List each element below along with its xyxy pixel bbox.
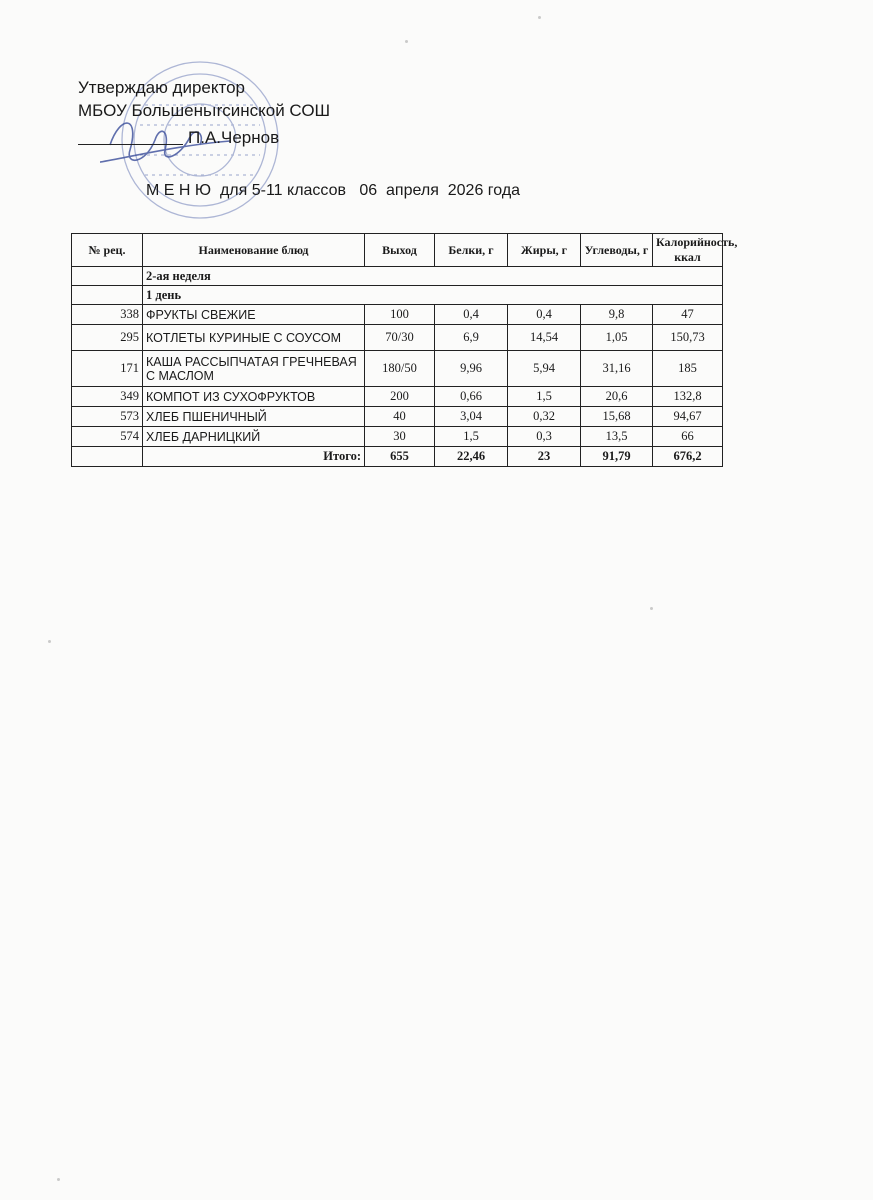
yield-cell: 40 bbox=[365, 407, 435, 427]
approval-line-1: Утверждаю директор bbox=[78, 78, 246, 97]
header-carbs: Углеводы, г bbox=[581, 234, 653, 267]
kcal-cell: 185 bbox=[653, 351, 723, 387]
carbs-cell: 31,16 bbox=[581, 351, 653, 387]
total-carbs: 91,79 bbox=[581, 447, 653, 467]
recipe-cell: 338 bbox=[72, 305, 143, 325]
header-yield: Выход bbox=[365, 234, 435, 267]
scan-speck bbox=[538, 16, 541, 19]
dish-cell: КОТЛЕТЫ КУРИНЫЕ С СОУСОМ bbox=[143, 325, 365, 351]
dish-cell: КАША РАССЫПЧАТАЯ ГРЕЧНЕВАЯ С МАСЛОМ bbox=[143, 351, 365, 387]
protein-cell: 0,4 bbox=[435, 305, 508, 325]
yield-cell: 70/30 bbox=[365, 325, 435, 351]
recipe-cell: 574 bbox=[72, 427, 143, 447]
approval-line-2: МБОУ Большеньırсинской СОШ bbox=[78, 101, 331, 120]
dish-cell: КОМПОТ ИЗ СУХОФРУКТОВ bbox=[143, 387, 365, 407]
header-fat: Жиры, г bbox=[508, 234, 581, 267]
yield-cell: 200 bbox=[365, 387, 435, 407]
carbs-cell: 9,8 bbox=[581, 305, 653, 325]
kcal-cell: 47 bbox=[653, 305, 723, 325]
protein-cell: 6,9 bbox=[435, 325, 508, 351]
protein-cell: 9,96 bbox=[435, 351, 508, 387]
fat-cell: 0,32 bbox=[508, 407, 581, 427]
fat-cell: 5,94 bbox=[508, 351, 581, 387]
director-name: П.А.Чернов bbox=[188, 128, 280, 147]
protein-cell: 1,5 bbox=[435, 427, 508, 447]
total-protein: 22,46 bbox=[435, 447, 508, 467]
total-row bbox=[72, 447, 723, 467]
signature-line bbox=[78, 128, 183, 145]
kcal-cell: 132,8 bbox=[653, 387, 723, 407]
protein-cell: 0,66 bbox=[435, 387, 508, 407]
yield-cell: 30 bbox=[365, 427, 435, 447]
carbs-cell: 1,05 bbox=[581, 325, 653, 351]
kcal-cell: 66 bbox=[653, 427, 723, 447]
total-yield: 655 bbox=[365, 447, 435, 467]
menu-title: М Е Н Ю для 5-11 классов 06 апреля 2026 года bbox=[146, 182, 521, 199]
week-row bbox=[72, 267, 723, 286]
day-row bbox=[72, 286, 723, 305]
yield-cell: 180/50 bbox=[365, 351, 435, 387]
recipe-cell: 349 bbox=[72, 387, 143, 407]
approval-block bbox=[78, 76, 330, 122]
table-header-row bbox=[72, 234, 723, 267]
dish-cell: ХЛЕБ ПШЕНИЧНЫЙ bbox=[143, 407, 365, 427]
fat-cell: 0,4 bbox=[508, 305, 581, 325]
recipe-cell: 171 bbox=[72, 351, 143, 387]
header-name: Наименование блюд bbox=[143, 234, 365, 267]
table-row bbox=[72, 351, 723, 387]
recipe-cell: 573 bbox=[72, 407, 143, 427]
scan-speck bbox=[48, 640, 51, 643]
table-row bbox=[72, 325, 723, 351]
header-kcal: Калорийность, ккал bbox=[653, 234, 723, 267]
carbs-cell: 15,68 bbox=[581, 407, 653, 427]
menu-table bbox=[71, 233, 738, 467]
week-label: 2-ая неделя bbox=[143, 267, 723, 286]
dish-cell: ФРУКТЫ СВЕЖИЕ bbox=[143, 305, 365, 325]
table-row bbox=[72, 387, 723, 407]
carbs-cell: 13,5 bbox=[581, 427, 653, 447]
carbs-cell: 20,6 bbox=[581, 387, 653, 407]
yield-cell: 100 bbox=[365, 305, 435, 325]
scan-speck bbox=[405, 40, 408, 43]
kcal-cell: 94,67 bbox=[653, 407, 723, 427]
recipe-cell: 295 bbox=[72, 325, 143, 351]
scan-speck bbox=[57, 1178, 60, 1181]
day-label: 1 день bbox=[143, 286, 723, 305]
scan-speck bbox=[650, 607, 653, 610]
table-row bbox=[72, 305, 723, 325]
total-kcal: 676,2 bbox=[653, 447, 723, 467]
header-protein: Белки, г bbox=[435, 234, 508, 267]
fat-cell: 0,3 bbox=[508, 427, 581, 447]
total-fat: 23 bbox=[508, 447, 581, 467]
fat-cell: 14,54 bbox=[508, 325, 581, 351]
dish-cell: ХЛЕБ ДАРНИЦКИЙ bbox=[143, 427, 365, 447]
table-row bbox=[72, 407, 723, 427]
kcal-cell: 150,73 bbox=[653, 325, 723, 351]
fat-cell: 1,5 bbox=[508, 387, 581, 407]
table-row bbox=[72, 427, 723, 447]
protein-cell: 3,04 bbox=[435, 407, 508, 427]
total-label: Итого: bbox=[143, 447, 365, 467]
header-recipe: № рец. bbox=[72, 234, 143, 267]
